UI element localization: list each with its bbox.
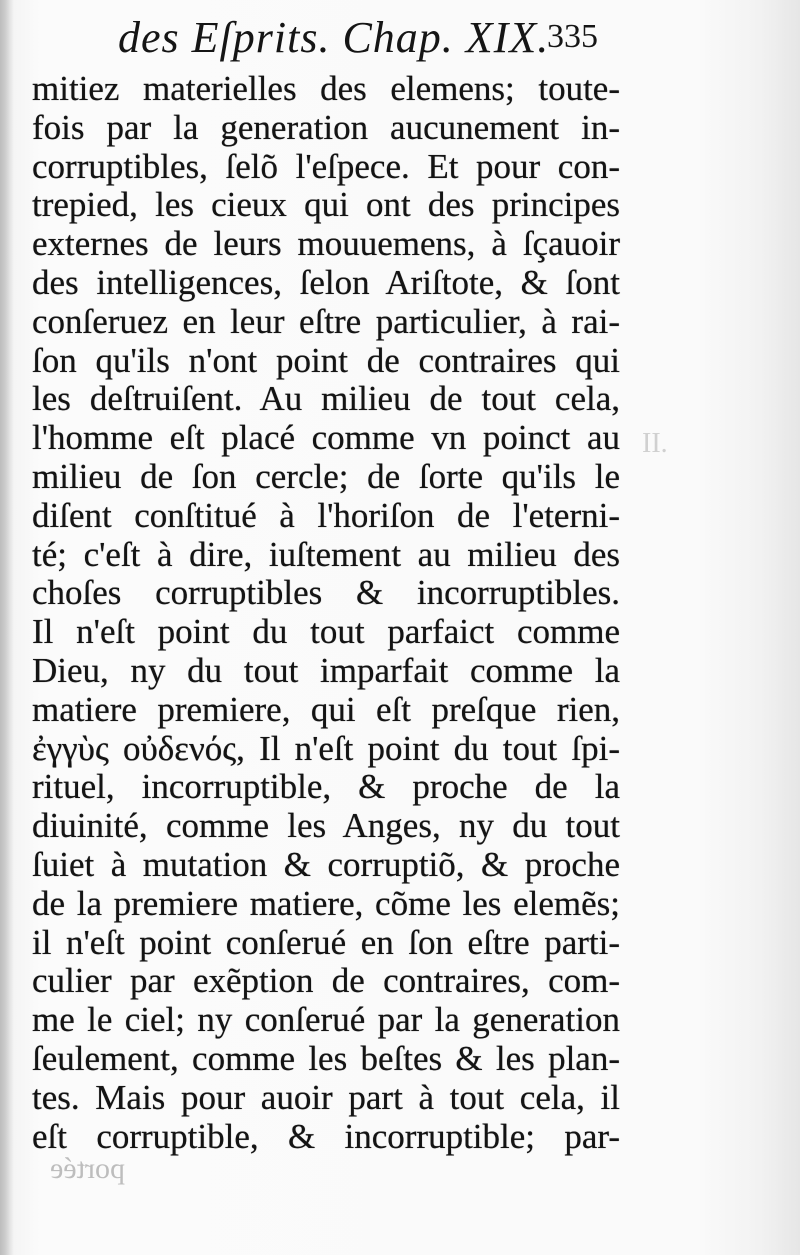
gutter-shadow	[0, 0, 14, 1255]
page-header	[118, 12, 598, 72]
text-line: fois par la generation aucunement in-	[32, 107, 620, 147]
text-line: tes. Mais pour auoir part à tout cela, il	[32, 1077, 620, 1117]
text-line: des intelligences, ſelon Ariſtote, & ſont	[32, 262, 620, 302]
text-line: diſent conſtitué à l'horiſon de l'eterni-	[32, 495, 620, 535]
text-line: trepied, les cieux qui ont des principes	[32, 185, 620, 225]
text-line: de la premiere matiere, cõme les elemẽs;	[32, 883, 620, 923]
text-line: me le ciel; ny conſerué par la generation	[32, 1000, 620, 1040]
margin-bleed-mark: II.	[642, 428, 668, 459]
text-line: conſeruez en leur eſtre particulier, à rai-	[32, 301, 620, 341]
text-line: l'homme eſt placé comme vn poinct au	[32, 418, 620, 458]
text-line: matiere premiere, qui eſt preſque rien,	[32, 689, 620, 729]
text-line: milieu de ſon cercle; de ſorte qu'ils le	[32, 456, 620, 496]
text-line: ſeulement, comme les beſtes & les plan-	[32, 1038, 620, 1078]
running-head: des Eſprits. Chap. XIX.	[118, 13, 550, 62]
text-line: culier par exẽption de contraires, com-	[32, 961, 620, 1001]
bleed-through-text: portée	[50, 1152, 125, 1185]
text-line: ſuiet à mutation & corruptiõ, & proche	[32, 844, 620, 884]
text-line: Il n'eſt point du tout parfaict comme	[32, 612, 620, 652]
page-number: 335	[547, 18, 598, 55]
text-line: té; c'eſt à dire, iuſtement au milieu des	[32, 534, 620, 574]
text-line: ſon qu'ils n'ont point de contraires qui	[32, 340, 620, 380]
text-line: corruptibles, ſelõ l'eſpece. Et pour con-	[32, 146, 620, 186]
text-line: ἐγγὺς οὐδενός, Il n'eſt point du tout ſpi-	[32, 728, 620, 768]
text-line: il n'eſt point conſerué en ſon eſtre parti-	[32, 922, 620, 962]
text-line: mitiez materielles des elemens; toute-	[32, 69, 620, 108]
text-line: diuinité, comme les Anges, ny du tout	[32, 806, 620, 846]
text-line: choſes corruptibles & incorruptibles.	[32, 573, 620, 613]
text-line: eſt corruptible, & incorruptible; par-	[32, 1116, 620, 1156]
text-line: Dieu, ny du tout imparfait comme la	[32, 650, 620, 690]
text-line: rituel, incorruptible, & proche de la	[32, 767, 620, 807]
body-text	[32, 70, 620, 1156]
text-line: les deſtruiſent. Au milieu de tout cela,	[32, 379, 620, 419]
text-line: externes de leurs mouuemens, à ſçauoir	[32, 224, 620, 264]
